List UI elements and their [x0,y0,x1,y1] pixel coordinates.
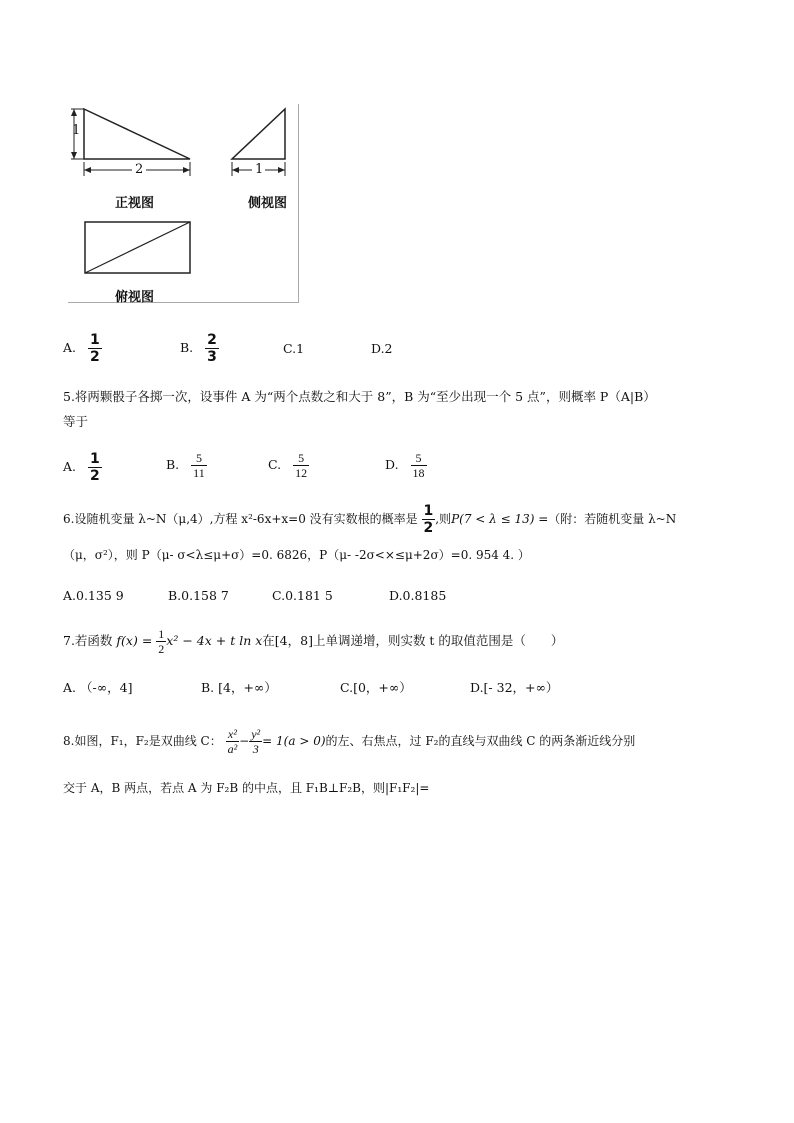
q5-question-line2: 等于 [63,414,89,429]
q6-question-line1: 6.设随机变量 λ~N（μ,4）,方程 x²-6x+x=0 没有实数根的概率是 $\frac{1}{2}$ ,则P(7 < λ ≤ 13) =（附：若随机变量 λ~N [63,503,677,536]
q6-option-a: A.0.135 9 [63,588,124,603]
q6-option-b: B.0.158 7 [168,588,229,603]
side-view-label: 侧视图 [248,196,288,211]
front-view-label: 正视图 [115,196,155,211]
q8-y-fraction: $\frac{\text{y²}}{3}$ [251,727,261,756]
q4-option-d: D.2 [371,341,393,356]
q4-option-b: B. $\frac{2}{3}$ [180,332,217,365]
q7-function-lhs: f(x) = [116,633,153,648]
q7-option-a: A. （-∞，4] [63,680,133,695]
q6-option-d: D.0.8185 [389,588,447,603]
q6-question-line2: （μ，σ²），则 P（μ- σ<λ≤μ+σ）=0. 6826，P（μ- -2σ<×≤μ+2σ）=0. 954 4. ） [63,548,530,562]
q6-probability-fraction: $\frac{1}{2}$ [423,503,434,536]
q4-option-a: A. $\frac{1}{2}$ [63,332,100,365]
q5-option-c: C. $\frac{5}{12}$ [268,451,308,480]
q4-option-c: C.1 [283,341,305,356]
q7-option-d: D.[- 32，+∞） [470,680,559,695]
q8-x-fraction: $\frac{\text{x²}}{\text{a²}}$ [227,727,238,756]
q7-option-b: B. [4，+∞） [201,680,277,695]
q7-function-rhs: x² − 4x + t ln x [166,633,263,648]
q5-option-b: B. $\frac{5}{11}$ [166,451,205,480]
q7-question: 7.若函数 f(x) = $\frac{1}{2}$ x² − 4x + t ln x在[4，8]上单调递增，则实数 t 的取值范围是（ ） [63,627,564,656]
q8-question-line1: 8.如图，F₁，F₂是双曲线 C： $\frac{\text{x²}}{\text{a²}}$ − $\frac{\text{y²}}{3}$ = 1(a > 0)的左、右焦点，过 F₂的直线与双曲线 C 的两条渐近线分别 [63,727,636,756]
q7-option-c: C.[0，+∞） [340,680,412,695]
q4-option-b-fraction: $\frac{2}{3}$ [207,332,217,365]
dim-front-width-label: 2 [135,162,144,177]
dim-side-width-label: 1 [255,162,264,177]
three-view-figure [68,104,299,303]
dim-height-label: 1 [72,123,81,138]
q5-option-d: D. $\frac{5}{18}$ [385,451,425,480]
q4-option-a-fraction: $\frac{1}{2}$ [90,332,100,365]
q7-half-fraction: $\frac{1}{2}$ [158,627,165,656]
q8-question-line2: 交于 A，B 两点，若点 A 为 F₂B 的中点，且 F₁B⊥F₂B，则|F₁F₂|= [63,781,430,795]
side-view-triangle [232,109,285,159]
q6-option-c: C.0.181 5 [272,588,333,603]
top-view-label: 俯视图 [115,290,155,305]
front-view-triangle [84,109,190,159]
q5-option-a: A. $\frac{1}{2}$ [63,451,100,484]
q5-question-line1: 5.将两颗骰子各掷一次，设事件 A 为“两个点数之和大于 8”，B 为“至少出现一个 5 点”，则概率 P（A|B） [63,389,656,404]
